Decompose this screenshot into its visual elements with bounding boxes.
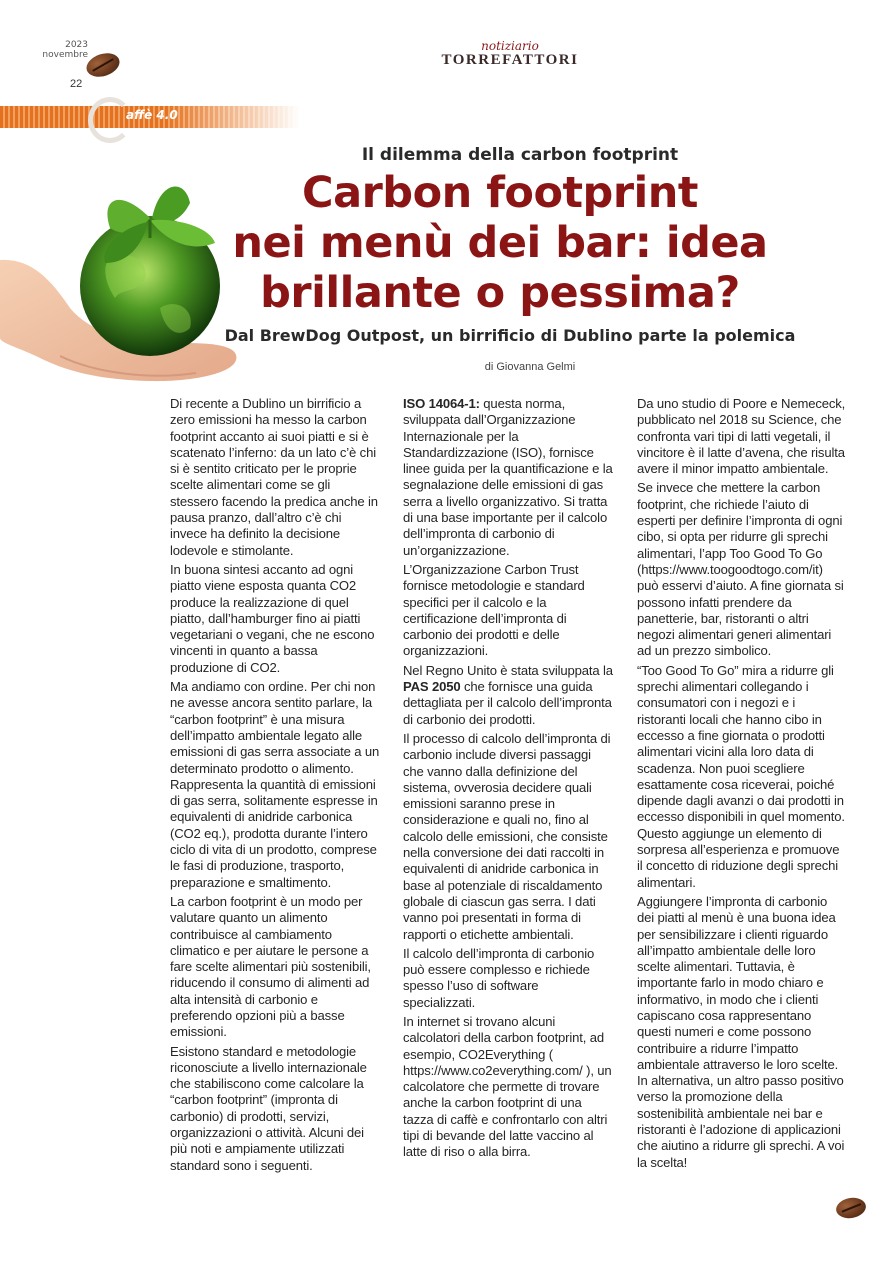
masthead-logo <box>430 40 590 69</box>
paragraph: Esistono standard e metodologie riconosciute a livello internazionale che stabiliscono come calcolare la “carbon footprint” (impronta di carbonio) di prodotti, servizi, organizzazioni o attività. Alcuni dei più noti e ampiamente utilizzati standard sono i seguenti. <box>170 1043 367 1173</box>
paragraph: “Too Good To Go” mira a ridurre gli sprechi alimentari collegando i consumatori con i negozi e i ristoranti locali che hanno cibo in eccesso a fine giornata o prodotti alimentari vicini alla loro data di scadenza. Non puoi scegliere esattamente cosa riceverai, poiché dipende dagli avanzi o dai prodotti in eccesso disponibili in quel momento. Questo aggiunge un elemento di sorpresa all’esperienza e promuove il concetto di riduzione degli sprechi alimentari. <box>637 662 845 890</box>
paragraph <box>403 663 613 728</box>
issue-date <box>36 40 88 60</box>
pas-after: che fornisce una guida dettagliata per il calcolo dell’impronta di carbonio dei prodotti. <box>403 679 612 727</box>
text-column-3 <box>637 396 847 1174</box>
paragraph <box>403 396 613 559</box>
masthead-small: notiziario <box>481 39 539 53</box>
iso-label: ISO 14064-1: <box>403 396 480 411</box>
text-column-1 <box>170 396 380 1177</box>
paragraph: Di recente a Dublino un birrificio a zero emissioni ha messo la carbon footprint accanto ai suoi piatti e si è scatenato l’inferno: da un lato c’è chi si è sentito criticato per le proprie scelte alimentari come se gli stessero facendo la predica anche in pausa pranzo, dall’altro c’è chi invece ha definito la decisione lodevole e stimolante. <box>170 396 378 558</box>
paragraph: In internet si trovano alcuni calcolatori della carbon footprint, ad esempio, CO2Everything ( https://www.co2everything.com/ ), un calcolatore che permette di trovare anche la carbon footprint di una tazza di caffè e confrontarlo con altri tipi di bevande del latte vaccino al latte di riso o alla birra. <box>403 1013 612 1160</box>
pas-label: PAS 2050 <box>403 679 461 695</box>
section-label: affè 4.0 <box>126 108 178 122</box>
coffee-bean-icon <box>83 49 122 80</box>
text-column-2 <box>403 396 613 1164</box>
paragraph: In buona sintesi accanto ad ogni piatto viene esposta quanta CO2 produce la realizzazione di quel piatto, dall’hamburger fino ai piatti vegetariani o vegani, che ne escono vincenti in quanto a bassa produzione di CO2. <box>170 561 375 675</box>
headline-line-2: nei menù dei bar: idea <box>232 218 768 268</box>
paragraph: Aggiungere l’impronta di carbonio dei piatti al menù è una buona idea per sensibilizzare i clienti riguardo all’impatto ambientale delle loro scelte alimentari. Tuttavia, è importante farlo in modo chiaro e informativo, in modo che i clienti capiscano cosa rappresentano questi numeri e come possono contribuire a ridurre l’impatto ambientale attraverso le loro scelte. In alternativa, un altro passo positivo verso la promozione della sostenibilità ambientale nei bar e ristoranti è l’adozione di applicazioni che aiutino a ridurre gli sprechi. A voi la scelta! <box>637 893 845 1170</box>
paragraph: Se invece che mettere la carbon footprint, che richiede l’aiuto di esperti per definire l’impronta di ogni cibo, si opta per ridurre gli sprechi alimentari, l’app Too Good To Go (https://www.toogoodtogo.com/it) può esservi d’aiuto. A fine giornata si possono infatti prendere da panetterie, bar, ristoranti o altri negozi alimentari generi alimentari ad un prezzo simbolico. <box>637 480 844 659</box>
headline-line-1: Carbon footprint <box>302 168 698 218</box>
issue-year: 2023 <box>65 40 88 50</box>
article-headline <box>200 168 800 318</box>
masthead-big: TORREFATTORI <box>441 52 579 68</box>
paragraph: Il processo di calcolo dell’impronta di carbonio include diversi passaggi che vanno dalla definizione del sistema, ovverosia decidere quali emissioni saranno prese in considerazione e quali no, fino al calcolo delle emissioni, che consiste nella conversione dei dati raccolti in equivalenti di anidride carbonica in base al potenziale di riscaldamento globale di ciascun gas serra. I dati vanno poi presentati in forma di rapporti o etichette ambientali. <box>403 730 611 942</box>
issue-month: novembre <box>42 50 88 60</box>
paragraph: La carbon footprint è un modo per valutare quanto un alimento contribuisce al cambiamento climatico e per aiutare le persone a fare scelte alimentari più sostenibili, riducendo il consumo di alimenti ad alta intensità di carbonio e preferendo opzioni più a basse emissioni. <box>170 893 371 1040</box>
article-byline: di Giovanna Gelmi <box>484 361 576 373</box>
article-subtitle: Dal BrewDog Outpost, un birrificio di Dublino parte la polemica <box>224 326 796 345</box>
headline-line-3: brillante o pessima? <box>260 268 740 318</box>
paragraph: Il calcolo dell’impronta di carbonio può essere complesso e richiede spesso l’uso di software specializzati. <box>403 945 595 1010</box>
paragraph: Da uno studio di Poore e Nemececk, pubblicato nel 2018 su Science, che confronta vari tipi di latti vegetali, il vincitore è il latte d’avena, che risulta avere il minor impatto ambientale. <box>637 396 846 477</box>
iso-text: questa norma, sviluppata dall’Organizzazione Internazionale per la Standardizzazione (ISO), fornisce linee guida per la quantificazione e la segnalazione delle emissioni di gas serra a livello organizzativo. Si tratta di una base importante per il calcolo dell’impronta di carbonio di un’organizzazione. <box>403 396 613 558</box>
paragraph: L’Organizzazione Carbon Trust fornisce metodologie e standard specifici per il calcolo e la certificazione dell’impronta di carbonio dei prodotti e delle organizzazioni. <box>403 561 585 659</box>
page-number: 22 <box>70 78 83 90</box>
pas-before: Nel Regno Unito è stata sviluppata la <box>403 662 613 678</box>
article-kicker: Il dilemma della carbon footprint <box>361 145 679 165</box>
coffee-bean-icon <box>834 1196 867 1221</box>
paragraph: Ma andiamo con ordine. Per chi non ne avesse ancora sentito parlare, la “carbon footprint” è una misura dell’impatto ambientale legato alle emissioni di gas serra associate a un determinato prodotto o alimento. Rappresenta la quantità di emissioni di gas serra, solitamente espresse in equivalenti di anidride carbonica (CO2 eq.), prodotta durante l’intero ciclo di vita di un prodotto, comprese le fasi di produzione, trasporto, preparazione e smaltimento. <box>170 679 380 890</box>
